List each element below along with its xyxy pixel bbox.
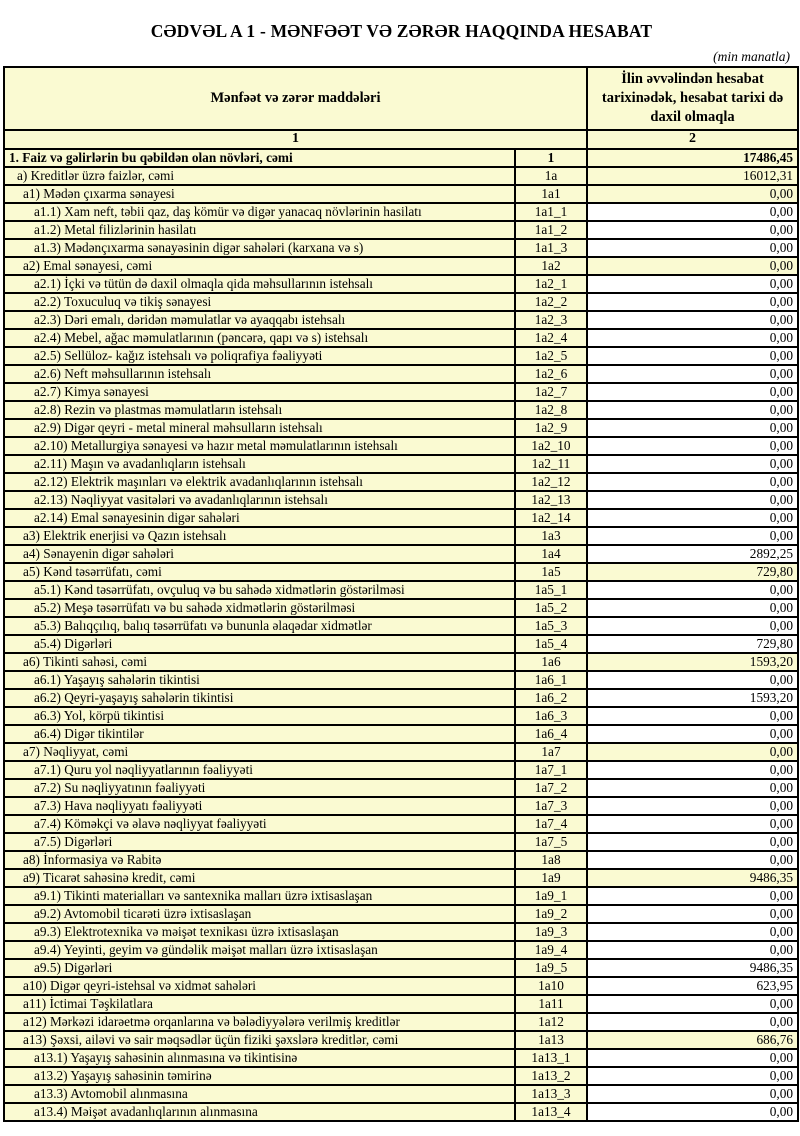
row-code: 1a7_4 (515, 815, 587, 833)
row-label: a2.2) Toxuculuq və tikiş sənayesi (4, 293, 515, 311)
table-row (4, 149, 798, 167)
row-code: 1a2_6 (515, 365, 587, 383)
row-label: a2.1) İçki və tütün də daxil olmaqla qida məhsullarının istehsalı (4, 275, 515, 293)
table-row (4, 491, 798, 509)
table-row (4, 941, 798, 959)
table-row (4, 275, 798, 293)
row-value-input[interactable]: 0,00 (587, 239, 798, 257)
row-value-input[interactable]: 0,00 (587, 1049, 798, 1067)
table-row (4, 383, 798, 401)
table-header (4, 67, 798, 149)
table-row (4, 815, 798, 833)
row-label: a2.12) Elektrik maşınları və elektrik avadanlıqlarının istehsalı (4, 473, 515, 491)
row-code: 1a13_3 (515, 1085, 587, 1103)
table-row (4, 473, 798, 491)
row-label: a) Kreditlər üzrə faizlər, cəmi (4, 167, 515, 185)
table-row (4, 203, 798, 221)
table-row (4, 671, 798, 689)
row-label: a11) İctimai Təşkilatlara (4, 995, 515, 1013)
row-label: a2.11) Maşın və avadanlıqların istehsalı (4, 455, 515, 473)
row-value-input[interactable]: 0,00 (587, 761, 798, 779)
row-value: 16012,31 (587, 167, 798, 185)
table-row (4, 743, 798, 761)
row-value-input[interactable]: 623,95 (587, 977, 798, 995)
row-code: 1a9_4 (515, 941, 587, 959)
row-label: a7.2) Su nəqliyyatının fəaliyyəti (4, 779, 515, 797)
row-value-input[interactable]: 729,80 (587, 635, 798, 653)
row-value-input[interactable]: 0,00 (587, 401, 798, 419)
row-value: 729,80 (587, 563, 798, 581)
row-code: 1a2 (515, 257, 587, 275)
row-code: 1a1 (515, 185, 587, 203)
table-row (4, 887, 798, 905)
row-label: a1.1) Xam neft, təbii qaz, daş kömür və digər yanacaq növlərinin hasilatı (4, 203, 515, 221)
row-code: 1a2_4 (515, 329, 587, 347)
row-label: a2.8) Rezin və plastmas məmulatların istehsalı (4, 401, 515, 419)
row-code: 1a1_1 (515, 203, 587, 221)
row-label: a13.1) Yaşayış sahəsinin alınmasına və tikintisinə (4, 1049, 515, 1067)
row-code: 1a9_3 (515, 923, 587, 941)
row-label: a9.1) Tikinti materialları və santexnika malları üzrə ixtisaslaşan (4, 887, 515, 905)
table-row (4, 437, 798, 455)
table-row (4, 311, 798, 329)
table-row (4, 833, 798, 851)
row-label: a9.2) Avtomobil ticarəti üzrə ixtisaslaşan (4, 905, 515, 923)
row-code: 1a9_1 (515, 887, 587, 905)
row-code: 1a12 (515, 1013, 587, 1031)
row-value: 686,76 (587, 1031, 798, 1049)
row-label: a2.5) Sellüloz- kağız istehsalı və poliqrafiya fəaliyyəti (4, 347, 515, 365)
row-code: 1a2_12 (515, 473, 587, 491)
row-label: a7.1) Quru yol nəqliyyatlarının fəaliyyəti (4, 761, 515, 779)
table-row (4, 1049, 798, 1067)
table-row (4, 1013, 798, 1031)
row-label: a2.4) Mebel, ağac məmulatlarının (pəncərə, qapı və s) istehsalı (4, 329, 515, 347)
row-value-input[interactable]: 0,00 (587, 1103, 798, 1121)
row-label: a3) Elektrik enerjisi və Qazın istehsalı (4, 527, 515, 545)
row-code: 1a6 (515, 653, 587, 671)
row-value: 0,00 (587, 185, 798, 203)
row-value-input[interactable]: 0,00 (587, 815, 798, 833)
row-value-input[interactable]: 0,00 (587, 581, 798, 599)
row-code: 1a2_5 (515, 347, 587, 365)
table-row (4, 761, 798, 779)
row-value-input[interactable]: 0,00 (587, 455, 798, 473)
row-code: 1a6_2 (515, 689, 587, 707)
table-row (4, 545, 798, 563)
row-label: a6.3) Yol, körpü tikintisi (4, 707, 515, 725)
row-label: a6.4) Digər tikintilər (4, 725, 515, 743)
row-value: 1593,20 (587, 653, 798, 671)
row-label: a2.9) Digər qeyri - metal mineral məhsulların istehsalı (4, 419, 515, 437)
table-row (4, 977, 798, 995)
table-row (4, 185, 798, 203)
row-value-input[interactable]: 0,00 (587, 1013, 798, 1031)
row-code: 1a2_10 (515, 437, 587, 455)
row-code: 1a6_3 (515, 707, 587, 725)
row-value: 9486,35 (587, 869, 798, 887)
row-label: a1.3) Mədənçıxarma sənayəsinin digər sahələri (karxana və s) (4, 239, 515, 257)
row-code: 1a2_8 (515, 401, 587, 419)
row-code: 1a2_1 (515, 275, 587, 293)
row-code: 1a7_1 (515, 761, 587, 779)
table-row (4, 563, 798, 581)
table-row (4, 959, 798, 977)
table-row (4, 239, 798, 257)
row-code: 1a5 (515, 563, 587, 581)
table-row (4, 419, 798, 437)
row-value: 0,00 (587, 743, 798, 761)
row-code: 1a10 (515, 977, 587, 995)
page-title: CƏDVƏL A 1 - MƏNFƏƏT VƏ ZƏRƏR HAQQINDA HESABAT (150, 21, 653, 41)
row-label: a1.2) Metal filizlərinin hasilatı (4, 221, 515, 239)
row-code: 1a2_14 (515, 509, 587, 527)
table-row (4, 1085, 798, 1103)
row-code: 1a6_4 (515, 725, 587, 743)
table-row (4, 1067, 798, 1085)
row-value-input[interactable]: 0,00 (587, 203, 798, 221)
row-label: a5.1) Kənd təsərrüfatı, ovçuluq və bu sahədə xidmətlərin göstərilməsi (4, 581, 515, 599)
row-label: a7.5) Digərləri (4, 833, 515, 851)
table-row (4, 509, 798, 527)
row-label: a6) Tikinti sahəsi, cəmi (4, 653, 515, 671)
row-code: 1a13_1 (515, 1049, 587, 1067)
row-code: 1a2_2 (515, 293, 587, 311)
table-row (4, 167, 798, 185)
row-label: a5.3) Balıqçılıq, balıq təsərrüfatı və bununla əlaqədar xidmətlər (4, 617, 515, 635)
table-row (4, 707, 798, 725)
row-code: 1a2_3 (515, 311, 587, 329)
header-row (4, 67, 798, 130)
row-label: a2.14) Emal sənayesinin digər sahələri (4, 509, 515, 527)
value-column-index: 2 (587, 130, 798, 149)
row-code: 1a8 (515, 851, 587, 869)
table-body (4, 149, 798, 1121)
row-label: 1. Faiz və gəlirlərin bu qəbildən olan növləri, cəmi (4, 149, 515, 167)
table-row (4, 527, 798, 545)
table-row (4, 401, 798, 419)
row-value-input[interactable]: 0,00 (587, 1067, 798, 1085)
table-row (4, 257, 798, 275)
table-row (4, 995, 798, 1013)
row-label: a12) Mərkəzi idarəetmə orqanlarına və bələdiyyələrə verilmiş kreditlər (4, 1013, 515, 1031)
row-value-input[interactable]: 0,00 (587, 779, 798, 797)
row-value-input[interactable]: 0,00 (587, 707, 798, 725)
row-value-input[interactable]: 0,00 (587, 851, 798, 869)
row-value-input[interactable]: 0,00 (587, 527, 798, 545)
row-label: a1) Mədən çıxarma sənayesi (4, 185, 515, 203)
row-label: a2.10) Metallurgiya sənayesi və hazır metal məmulatlarının istehsalı (4, 437, 515, 455)
row-code: 1a2_7 (515, 383, 587, 401)
row-code: 1a7 (515, 743, 587, 761)
row-value-input[interactable]: 0,00 (587, 221, 798, 239)
row-label: a13) Şəxsi, ailəvi və sair məqsədlər üçün fiziki şəxslərə kreditlər, cəmi (4, 1031, 515, 1049)
row-value-input[interactable]: 0,00 (587, 473, 798, 491)
row-label: a2.6) Neft məhsullarının istehsalı (4, 365, 515, 383)
table-row (4, 581, 798, 599)
row-label: a2.3) Dəri emalı, dəridən məmulatlar və ayaqqabı istehsalı (4, 311, 515, 329)
row-label: a13.3) Avtomobil alınmasına (4, 1085, 515, 1103)
table-row (4, 635, 798, 653)
row-value-input[interactable]: 0,00 (587, 905, 798, 923)
row-label: a9.3) Elektrotexnika və məişət texnikası üzrə ixtisaslaşan (4, 923, 515, 941)
row-value-input[interactable]: 0,00 (587, 671, 798, 689)
row-label: a5) Kənd təsərrüfatı, cəmi (4, 563, 515, 581)
row-code: 1a (515, 167, 587, 185)
row-value-input[interactable]: 9486,35 (587, 959, 798, 977)
row-code: 1a9_2 (515, 905, 587, 923)
row-code: 1a6_1 (515, 671, 587, 689)
row-label: a2.7) Kimya sənayesi (4, 383, 515, 401)
row-value: 0,00 (587, 257, 798, 275)
table-row (4, 905, 798, 923)
row-label: a9) Ticarət sahəsinə kredit, cəmi (4, 869, 515, 887)
table-row (4, 455, 798, 473)
column-index-row (4, 130, 798, 149)
row-code: 1a13_4 (515, 1103, 587, 1121)
row-label: a13.4) Məişət avadanlıqlarının alınmasına (4, 1103, 515, 1121)
row-value-input[interactable]: 0,00 (587, 365, 798, 383)
table-row (4, 725, 798, 743)
table-row (4, 851, 798, 869)
row-value-input[interactable]: 0,00 (587, 887, 798, 905)
table-row (4, 653, 798, 671)
row-value-input[interactable]: 0,00 (587, 419, 798, 437)
row-value-input[interactable]: 0,00 (587, 725, 798, 743)
unit-note: (min manatla) (713, 49, 790, 64)
row-code: 1a5_4 (515, 635, 587, 653)
table-row (4, 347, 798, 365)
row-code: 1a5_2 (515, 599, 587, 617)
row-value-input[interactable]: 0,00 (587, 311, 798, 329)
value-column-header: İlin əvvəlindən hesabat tarixinədək, hesabat tarixi də daxil olmaqla (587, 67, 798, 130)
row-label: a5.4) Digərləri (4, 635, 515, 653)
table-row (4, 923, 798, 941)
table-row (4, 1031, 798, 1049)
row-label: a8) İnformasiya və Rabitə (4, 851, 515, 869)
table-row (4, 689, 798, 707)
row-value-input[interactable]: 0,00 (587, 1085, 798, 1103)
row-value-input[interactable]: 0,00 (587, 941, 798, 959)
row-code: 1a1_2 (515, 221, 587, 239)
table-row (4, 329, 798, 347)
row-code: 1a5_1 (515, 581, 587, 599)
row-code: 1a9_5 (515, 959, 587, 977)
row-label: a7.4) Köməkçi və əlavə nəqliyyat fəaliyyəti (4, 815, 515, 833)
row-code: 1a7_3 (515, 797, 587, 815)
row-label: a5.2) Meşə təsərrüfatı və bu sahədə xidmətlərin göstərilməsi (4, 599, 515, 617)
row-code: 1a2_13 (515, 491, 587, 509)
row-value-input[interactable]: 0,00 (587, 347, 798, 365)
row-code: 1a1_3 (515, 239, 587, 257)
row-code: 1a4 (515, 545, 587, 563)
table-row (4, 617, 798, 635)
row-label: a13.2) Yaşayış sahəsinin təmirinə (4, 1067, 515, 1085)
row-label: a9.5) Digərləri (4, 959, 515, 977)
table-row (4, 599, 798, 617)
row-code: 1a13_2 (515, 1067, 587, 1085)
table-row (4, 869, 798, 887)
row-label: a6.2) Qeyri-yaşayış sahələrin tikintisi (4, 689, 515, 707)
row-value-input[interactable]: 0,00 (587, 509, 798, 527)
row-label: a2) Emal sənayesi, cəmi (4, 257, 515, 275)
row-value-input[interactable]: 0,00 (587, 797, 798, 815)
row-code: 1a9 (515, 869, 587, 887)
row-value: 17486,45 (587, 149, 798, 167)
row-value-input[interactable]: 0,00 (587, 383, 798, 401)
row-value-input[interactable]: 0,00 (587, 491, 798, 509)
row-label: a10) Digər qeyri-istehsal və xidmət sahələri (4, 977, 515, 995)
row-code: 1a2_11 (515, 455, 587, 473)
row-label: a7.3) Hava nəqliyyatı fəaliyyəti (4, 797, 515, 815)
row-value-input[interactable]: 0,00 (587, 833, 798, 851)
table-row (4, 1103, 798, 1121)
row-code: 1a2_9 (515, 419, 587, 437)
row-value-input[interactable]: 1593,20 (587, 689, 798, 707)
row-code: 1a13 (515, 1031, 587, 1049)
table-row (4, 797, 798, 815)
row-code: 1a7_5 (515, 833, 587, 851)
row-code: 1a3 (515, 527, 587, 545)
row-code: 1a7_2 (515, 779, 587, 797)
table-row (4, 221, 798, 239)
row-label: a9.4) Yeyinti, geyim və gündəlik məişət malları üzrə ixtisaslaşan (4, 941, 515, 959)
row-label: a2.13) Nəqliyyat vasitələri və avadanlıqlarının istehsalı (4, 491, 515, 509)
row-code: 1 (515, 149, 587, 167)
row-value-input[interactable]: 0,00 (587, 617, 798, 635)
table-row (4, 365, 798, 383)
row-label: a4) Sənayenin digər sahələri (4, 545, 515, 563)
row-label: a7) Nəqliyyat, cəmi (4, 743, 515, 761)
row-value-input[interactable]: 0,00 (587, 293, 798, 311)
row-value-input[interactable]: 0,00 (587, 995, 798, 1013)
row-code: 1a11 (515, 995, 587, 1013)
row-code: 1a5_3 (515, 617, 587, 635)
table-row (4, 779, 798, 797)
row-value-input[interactable]: 0,00 (587, 275, 798, 293)
row-value-input[interactable]: 0,00 (587, 599, 798, 617)
profit-loss-table (3, 66, 799, 1122)
items-column-index: 1 (4, 130, 587, 149)
row-value-input[interactable]: 0,00 (587, 329, 798, 347)
row-value-input[interactable]: 2892,25 (587, 545, 798, 563)
row-value-input[interactable]: 0,00 (587, 923, 798, 941)
row-value-input[interactable]: 0,00 (587, 437, 798, 455)
table-row (4, 293, 798, 311)
items-column-header: Mənfəət və zərər maddələri (4, 67, 587, 130)
row-label: a6.1) Yaşayış sahələrin tikintisi (4, 671, 515, 689)
